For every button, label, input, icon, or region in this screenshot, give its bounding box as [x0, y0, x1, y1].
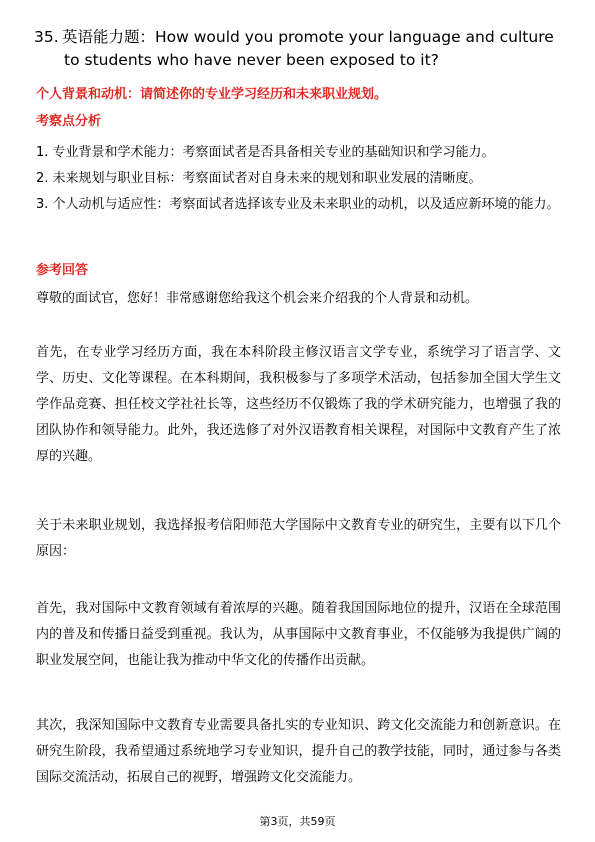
page-footer: 第3页，共59页: [259, 815, 336, 828]
analysis-list: [36, 140, 566, 218]
question-number: 35.: [34, 28, 59, 46]
analysis-item: 2. 未来规划与职业目标：考察面试者对自身未来的规划和职业发展的清晰度。: [36, 171, 482, 186]
question-text-line-1: 英语能力题：How would you promote your language and culture: [62, 28, 554, 46]
question-prompt: 个人背景和动机：请简述你的专业学习经历和未来职业规划。: [36, 87, 388, 102]
analysis-item: 1. 专业背景和学术能力：考察面试者是否具备相关专业的基础知识和学习能力。: [36, 145, 495, 160]
analysis-title: 考察点分析: [36, 114, 102, 129]
answer-title: 参考回答: [36, 263, 89, 278]
answer-paragraph: 关于未来职业规划，我选择报考信阳师范大学国际中文教育专业的研究生，主要有以下几个原因：: [36, 518, 561, 559]
answer-paragraph: 首先，在专业学习经历方面，我在本科阶段主修汉语言文学专业，系统学习了语言学、文学、历史、文化等课程。在本科期间，我积极参与了多项学术活动，包括参加全国大学生文学作品竞赛、担任校文学社社长等，这些经历不仅锻炼了我的学术研究能力，也增强了我的团队协作和领导能力。此外，我还选修了对外汉语教育相关课程，对国际中文教育产生了浓厚的兴趣。: [36, 345, 561, 464]
answer-paragraph: 首先，我对国际中文教育领域有着浓厚的兴趣。随着我国国际地位的提升，汉语在全球范围内的普及和传播日益受到重视。我认为，从事国际中文教育事业，不仅能够为我提供广阔的职业发展空间，也能让我为推动中华文化的传播作出贡献。: [36, 601, 561, 668]
question-text-line-2: to students who have never been exposed to it?: [64, 51, 439, 69]
answer-paragraph: 尊敬的面试官，您好！非常感谢您给我这个机会来介绍我的个人背景和动机。: [36, 291, 479, 306]
question-heading: [34, 26, 564, 72]
question-line-1: [34, 26, 564, 49]
analysis-item: 3. 个人动机与适应性：考察面试者选择该专业及未来职业的动机，以及适应新环境的能力。: [36, 197, 560, 212]
answer-paragraph: 其次，我深知国际中文教育专业需要具备扎实的专业知识、跨文化交流能力和创新意识。在研究生阶段，我希望通过系统地学习专业知识，提升自己的教学技能，同时，通过参与各类国际交流活动，拓展自己的视野，增强跨文化交流能力。: [36, 718, 561, 785]
